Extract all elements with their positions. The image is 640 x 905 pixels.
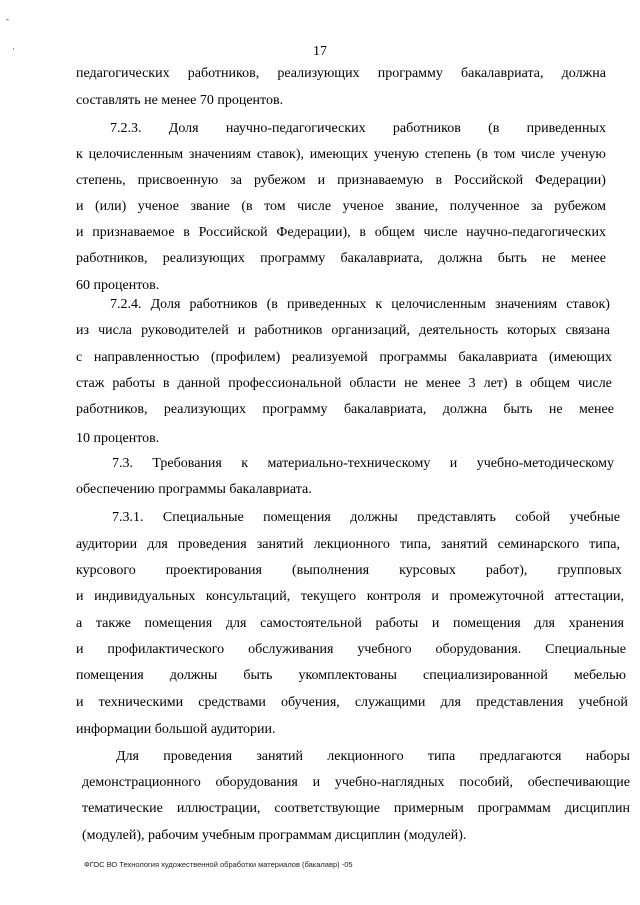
text-word: не	[548, 402, 563, 417]
text-word: оборудования	[215, 775, 298, 790]
text-word: семинарского	[497, 537, 580, 552]
text-line	[76, 147, 606, 163]
text-word: 3	[468, 376, 476, 391]
text-word: представлять	[417, 510, 496, 525]
text-word: присвоенную	[137, 173, 219, 188]
text-word: данной	[177, 376, 221, 391]
text-word: том	[264, 199, 286, 214]
text-word: менее	[570, 251, 606, 266]
text-word: для	[147, 537, 168, 552]
text-word: научно-педагогических	[466, 225, 606, 240]
scan-mark: -	[6, 14, 9, 24]
text-word: и	[76, 695, 84, 710]
text-word: числе	[423, 225, 458, 240]
text-word: педагогических	[76, 66, 170, 81]
text-word: Специальные	[545, 642, 626, 657]
text-word: специализированной	[422, 668, 548, 683]
text-word: занятий	[440, 537, 488, 552]
text-word: рубежом	[554, 199, 606, 214]
text-word: текущего	[300, 589, 357, 604]
text-word: самостоятельной	[260, 616, 362, 631]
text-word: помещения	[144, 616, 213, 631]
text-word: и	[76, 589, 84, 604]
text-word: (в	[266, 297, 278, 312]
text-word: программу	[260, 251, 326, 266]
text-word: промежуточной	[449, 589, 545, 604]
text-word: реализуемой	[291, 350, 368, 365]
text-word: обучения,	[281, 695, 340, 710]
text-word: работы	[375, 616, 419, 631]
text-word: мебелью	[573, 668, 626, 683]
text-word: деятельность	[419, 323, 499, 338]
text-word: типа,	[400, 537, 431, 552]
text-word: ученое	[137, 199, 179, 214]
text-word: профилактического	[107, 642, 225, 657]
text-word: укомплектованы	[298, 668, 397, 683]
text-line	[76, 695, 628, 711]
text-word: целочисленным	[88, 147, 184, 162]
text-word: в	[183, 225, 190, 240]
text-word: (в	[476, 147, 488, 162]
text-word: степень,	[76, 173, 126, 188]
text-word: пособий,	[459, 775, 513, 790]
text-word: (или)	[95, 199, 127, 214]
text-word: учебной	[578, 695, 628, 710]
text-word: Российской	[454, 173, 524, 188]
text-word: работников	[189, 297, 258, 312]
text-word: работ),	[485, 563, 528, 578]
text-content: 60 процентов.	[76, 278, 160, 293]
text-word: проведения	[163, 749, 233, 764]
text-word: для	[225, 616, 247, 631]
text-word: и	[76, 199, 84, 214]
text-word: работников,	[187, 66, 260, 81]
text-word: также	[95, 616, 131, 631]
text-word: ставок)	[566, 297, 610, 312]
text-line	[112, 456, 614, 472]
text-word: (в	[241, 199, 253, 214]
text-word: 7.2.4.	[110, 297, 142, 312]
text-word: лет)	[483, 376, 508, 391]
text-word: числе	[297, 199, 332, 214]
text-word: Специальные	[162, 510, 244, 525]
text-word: техническими	[98, 695, 184, 710]
text-word: руководителей	[141, 323, 229, 338]
text-word: за	[230, 173, 242, 188]
text-line	[76, 350, 612, 366]
text-word: Федерации)	[535, 173, 606, 188]
text-word: Требования	[152, 456, 222, 471]
text-word: Федерации),	[276, 225, 351, 240]
document-footer: ФГОС ВО Технология художественной обработки материалов (бакалавр) -05	[84, 860, 353, 869]
text-word: реализующих	[277, 66, 360, 81]
text-word: быть	[243, 668, 273, 683]
text-word: тематические	[82, 801, 163, 816]
text-word: аудитории	[76, 537, 138, 552]
text-word: проведения	[177, 537, 247, 552]
text-word: помещения	[76, 668, 144, 683]
text-word: средствами	[198, 695, 266, 710]
text-word: программу	[262, 402, 328, 417]
text-word: в	[162, 376, 170, 391]
text-word: общем	[530, 376, 571, 391]
text-word: помещения	[453, 616, 521, 631]
text-line	[110, 297, 610, 313]
text-word: учебно-методическому	[476, 456, 614, 471]
text-line	[76, 173, 606, 189]
text-word: реализующих	[163, 402, 247, 417]
text-word: реализующих	[162, 251, 245, 266]
text-word: для	[440, 695, 461, 710]
text-word: материально-техническому	[267, 456, 431, 471]
text-word: и	[317, 173, 326, 188]
text-word: значениям	[188, 147, 252, 162]
text-word: ученое	[342, 199, 384, 214]
text-word: в	[515, 376, 523, 391]
text-word: учебно-наглядных	[334, 775, 445, 790]
text-word: курсовых	[399, 563, 456, 578]
text-word: и	[431, 589, 439, 604]
text-word: демонстрационного	[82, 775, 201, 790]
text-word: Доля	[168, 121, 199, 136]
text-word: не	[404, 376, 418, 391]
text-word: (в	[488, 121, 500, 136]
text-line	[112, 510, 620, 526]
text-word: приведенных	[286, 297, 367, 312]
text-line	[76, 278, 159, 294]
text-word: работников,	[76, 402, 148, 417]
text-word: стаж	[76, 376, 105, 391]
text-word: бакалавриата,	[340, 251, 423, 266]
text-line	[76, 589, 624, 605]
text-word: том	[493, 147, 516, 162]
text-word: Доля	[150, 297, 181, 312]
text-word: хранения	[568, 616, 624, 631]
text-word: собой	[515, 510, 551, 525]
text-word: работы	[112, 376, 155, 391]
text-word: к	[241, 456, 249, 471]
text-word: 7.3.1.	[112, 510, 144, 525]
text-line	[76, 431, 159, 447]
text-word: ставок),	[256, 147, 305, 162]
text-content: составлять не менее 70 процентов.	[76, 93, 284, 108]
text-word: (имеющих	[549, 350, 612, 365]
text-word: ученую	[373, 147, 420, 162]
text-word: и	[449, 456, 458, 471]
text-word: полученное	[449, 199, 520, 214]
text-word: контроля	[366, 589, 421, 604]
text-word: занятий	[256, 537, 304, 552]
text-word: звание,	[395, 199, 439, 214]
text-line	[76, 642, 626, 658]
text-word: области	[349, 376, 397, 391]
text-word: приведенных	[526, 121, 606, 136]
text-line	[76, 199, 606, 215]
text-word: работников	[392, 121, 461, 136]
text-word: а	[76, 616, 83, 631]
text-word: и	[76, 642, 84, 657]
text-word: типа	[427, 749, 456, 764]
text-content: информации большой аудитории.	[76, 722, 276, 737]
text-word: числе	[577, 376, 612, 391]
text-word: Для	[116, 749, 139, 764]
text-word: лекционного	[327, 749, 404, 764]
text-content: (модулей), рабочим учебным программам дисциплин (модулей).	[82, 828, 467, 843]
text-word: учебные	[569, 510, 620, 525]
text-word: для	[534, 616, 555, 631]
text-word: консультаций,	[205, 589, 291, 604]
text-word: рубежом	[253, 173, 306, 188]
text-word: в	[435, 173, 443, 188]
text-word: работников,	[76, 251, 148, 266]
text-word: к	[375, 297, 383, 312]
text-word: признаваемое	[92, 225, 175, 240]
text-word: занятий	[256, 749, 304, 764]
text-word: бакалавриата,	[343, 402, 427, 417]
text-word: дисциплин	[564, 801, 630, 816]
text-line	[76, 722, 276, 738]
text-word: индивидуальных	[94, 589, 196, 604]
text-line	[82, 828, 466, 844]
text-word: 7.3.	[112, 456, 133, 471]
text-word: лекционного	[313, 537, 390, 552]
text-line	[76, 482, 312, 498]
text-word: быть	[497, 251, 527, 266]
text-word: целочисленным	[391, 297, 486, 312]
text-word: наборы	[585, 749, 630, 764]
text-word: и	[237, 323, 246, 338]
text-content: обеспечению программы бакалавриата.	[76, 482, 312, 497]
text-line	[76, 537, 620, 553]
text-word: с	[76, 350, 83, 365]
text-line	[82, 801, 630, 817]
text-word: которых	[507, 323, 557, 338]
text-word: курсового	[76, 563, 136, 578]
scan-mark: ·	[12, 44, 15, 54]
text-word: должна	[561, 66, 606, 81]
text-word: профессиональной	[228, 376, 342, 391]
text-word: значениям	[494, 297, 558, 312]
text-word: работников	[254, 323, 323, 338]
text-word: проектирования	[165, 563, 262, 578]
text-word: менее	[425, 376, 461, 391]
text-word: бакалавриата,	[461, 66, 544, 81]
text-word: научно-педагогических	[225, 121, 366, 136]
text-word: числа	[98, 323, 133, 338]
text-word: имеющих	[309, 147, 369, 162]
text-word: организаций,	[331, 323, 411, 338]
text-word: типа,	[589, 537, 620, 552]
text-line	[76, 93, 283, 109]
text-word: обеспечивающие	[527, 775, 630, 790]
text-word: программам	[477, 801, 551, 816]
text-word: программу	[377, 66, 443, 81]
text-word: (выполнения	[291, 563, 370, 578]
text-word: групповых	[557, 563, 622, 578]
text-line	[76, 563, 622, 579]
text-word: должна	[442, 402, 488, 417]
text-word: направленностью	[93, 350, 200, 365]
text-word: и	[76, 225, 84, 240]
text-word: предлагаются	[479, 749, 562, 764]
text-word: должна	[438, 251, 483, 266]
text-word: должны	[169, 668, 218, 683]
text-line	[76, 225, 606, 241]
text-word: быть	[503, 402, 533, 417]
text-line	[76, 376, 612, 392]
text-word: общем	[374, 225, 415, 240]
text-word: звание	[190, 199, 230, 214]
text-word: служащими	[354, 695, 426, 710]
text-line	[76, 616, 624, 632]
text-word: и	[312, 775, 321, 790]
text-word: оборудования.	[435, 642, 522, 657]
text-word: 7.2.3.	[110, 121, 142, 136]
text-word: числе	[520, 147, 555, 162]
page-number: 17	[313, 44, 327, 59]
text-word: в	[359, 225, 367, 240]
text-line	[76, 66, 606, 82]
text-word: должны	[350, 510, 398, 525]
text-word: ученую	[560, 147, 606, 162]
text-word: из	[76, 323, 90, 338]
text-word: аттестации,	[554, 589, 624, 604]
text-word: связана	[565, 323, 610, 338]
text-word: бакалавриата	[458, 350, 538, 365]
text-line	[76, 668, 626, 684]
text-line	[110, 121, 606, 137]
text-word: иллюстрации,	[176, 801, 261, 816]
text-content: 10 процентов.	[76, 431, 160, 446]
text-line	[116, 749, 630, 765]
text-word: к	[76, 147, 83, 162]
text-word: за	[531, 199, 543, 214]
text-word: признаваемую	[337, 173, 424, 188]
text-word: соответствующие	[274, 801, 380, 816]
text-line	[82, 775, 630, 791]
text-word: степень	[424, 147, 471, 162]
text-word: помещения	[263, 510, 331, 525]
text-word: программы	[379, 350, 447, 365]
text-line	[76, 402, 614, 418]
text-word: Российской	[198, 225, 268, 240]
text-word: учебного	[357, 642, 412, 657]
text-word: обслуживания	[248, 642, 334, 657]
text-word: (профилем)	[210, 350, 281, 365]
text-word: не	[542, 251, 556, 266]
text-word: представления	[476, 695, 564, 710]
text-line	[76, 251, 606, 267]
text-word: и	[431, 616, 440, 631]
text-word: примерным	[393, 801, 464, 816]
text-word: менее	[578, 402, 614, 417]
text-line	[76, 323, 610, 339]
